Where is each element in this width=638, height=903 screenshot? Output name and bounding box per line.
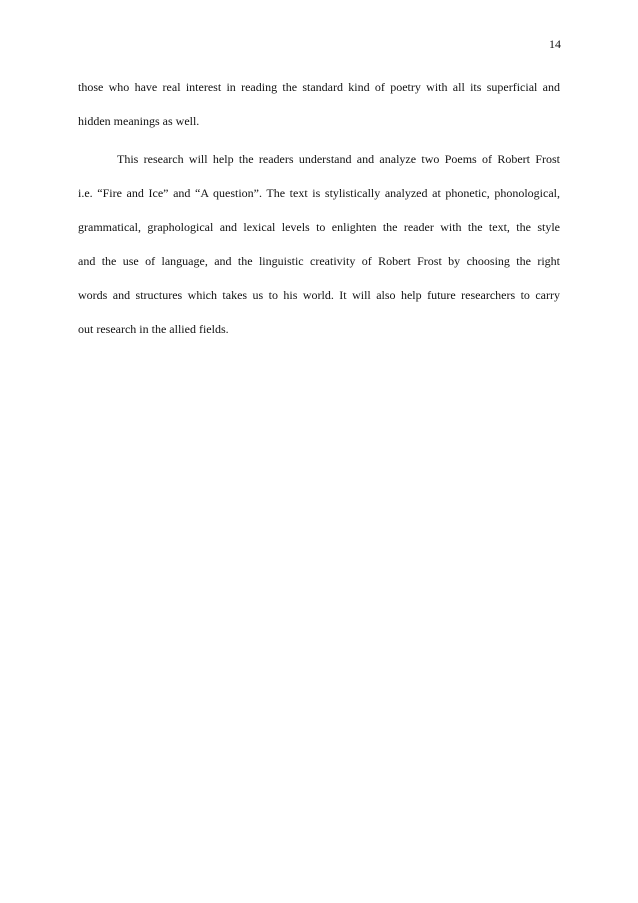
paragraph-line: This research will help the readers understand and analyze two Poems of Robert Frost: [117, 152, 560, 166]
page-number: 14: [549, 37, 561, 51]
paragraph-line: hidden meanings as well.: [78, 114, 200, 128]
body-text: [78, 70, 560, 346]
paragraph-line: out research in the allied fields.: [78, 322, 229, 336]
paragraph-line: those who have real interest in reading the standard kind of poetry with all its superficial and: [78, 80, 560, 94]
paragraph-1: [78, 70, 560, 138]
paragraph-line: grammatical, graphological and lexical levels to enlighten the reader with the text, the style: [78, 220, 560, 234]
paragraph-line: i.e. “Fire and Ice” and “A question”. The text is stylistically analyzed at phonetic, phonological,: [78, 186, 560, 200]
paragraph-line: words and structures which takes us to his world. It will also help future researchers to carry: [78, 288, 560, 302]
paragraph-line: and the use of language, and the linguistic creativity of Robert Frost by choosing the right: [78, 254, 560, 268]
paragraph-2: [78, 142, 560, 346]
